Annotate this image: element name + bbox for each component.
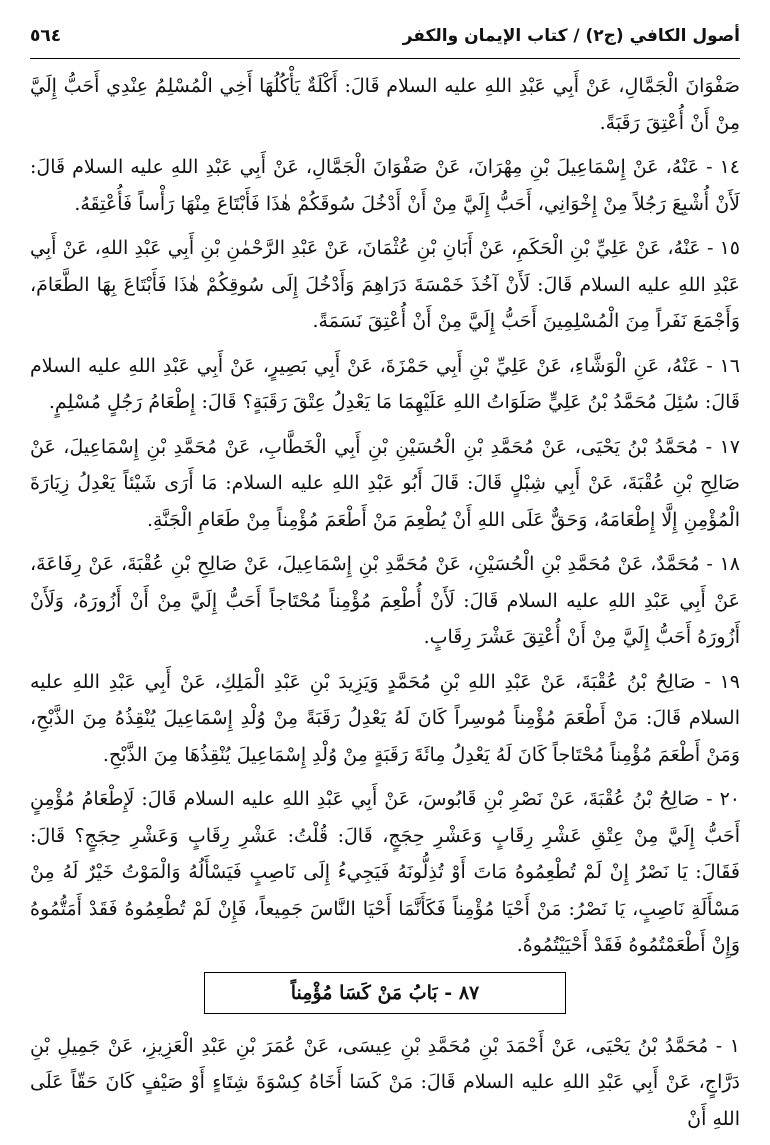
hadith-16: ١٦ - عَنْهُ، عَنِ الْوَشَّاءِ، عَنْ عَلِيِّ بْنِ أَبِي حَمْزَةَ، عَنْ أَبِي بَصِيرٍ، عَنْ أَبِي عَبْدِ اللهِ عليه السلام قَالَ: سُئِلَ مُحَمَّدُ بْنُ عَلِيٍّ صَلَوَاتُ اللهِ عَلَيْهِمَا مَا يَعْدِلُ عِتْقَ رَقَبَةٍ؟ قَالَ: إِطْعَامُ رَجُلٍ مُسْلِمٍ. <box>30 354 740 413</box>
hadith-17: ١٧ - مُحَمَّدُ بْنُ يَحْيَى، عَنْ مُحَمَّدِ بْنِ الْحُسَيْنِ بْنِ أَبِي الْخَطَّابِ، عَنْ مُحَمَّدِ بْنِ إِسْمَاعِيلَ، عَنْ صَالِحِ بْنِ عُقْبَةَ، عَنْ أَبِي شِبْلٍ قَالَ: قَالَ أَبُو عَبْدِ اللهِ عليه السلام: مَا أَرَى شَيْئاً يَعْدِلُ زِيَارَةَ الْمُؤْمِنِ إِلَّا إِطْعَامَهُ، وَحَقٌّ عَلَى اللهِ أَنْ يُطْعِمَ مَنْ أَطْعَمَ مُؤْمِناً مِنْ طَعَامِ الْجَنَّةِ. <box>30 435 740 531</box>
chapter-title: ٨٧ - بَابُ مَنْ كَسَا مُؤْمِناً <box>290 981 480 1004</box>
hadith-14: ١٤ - عَنْهُ، عَنْ إِسْمَاعِيلَ بْنِ مِهْرَانَ، عَنْ صَفْوَانَ الْجَمَّالِ، عَنْ أَبِي عَبْدِ اللهِ عليه السلام قَالَ: لَأَنْ أُشْبِعَ رَجُلاً مِنْ إِخْوَانِي، أَحَبُّ إِلَيَّ مِنْ أَنْ أَدْخُلَ سُوقَكُمْ هٰذَا فَأَبْتَاعَ مِنْهَا رَأْساً فَأُعْتِقَهُ. <box>30 156 740 215</box>
main-text <box>30 68 740 1145</box>
chapter-heading-box <box>204 972 566 1014</box>
hadith-19: ١٩ - صَالِحُ بْنُ عُقْبَةَ، عَنْ عَبْدِ اللهِ بْنِ مُحَمَّدٍ وَيَزِيدَ بْنِ عَبْدِ الْمَلِكِ، عَنْ أَبِي عَبْدِ اللهِ عليه السلام قَالَ: مَنْ أَطْعَمَ مُؤْمِناً مُوسِراً كَانَ لَهُ يَعْدِلُ رَقَبَةً مِنْ وُلْدِ إِسْمَاعِيلَ يُنْقِذُهُ مِنَ الذَّبْحِ، وَمَنْ أَطْعَمَ مُؤْمِناً مُحْتَاجاً كَانَ لَهُ يَعْدِلُ مِائَةَ رَقَبَةٍ مِنْ وُلْدِ إِسْمَاعِيلَ يُنْقِذُهَا مِنَ الذَّبْحِ. <box>30 670 740 766</box>
header-divider <box>30 58 740 59</box>
page-header <box>30 18 740 54</box>
page-number: ٥٦٤ <box>30 26 62 46</box>
hadith-15: ١٥ - عَنْهُ، عَنْ عَلِيِّ بْنِ الْحَكَمِ، عَنْ أَبَانِ بْنِ عُثْمَانَ، عَنْ عَبْدِ الرَّحْمٰنِ بْنِ أَبِي عَبْدِ اللهِ، عَنْ أَبِي عَبْدِ اللهِ عليه السلام قَالَ: لَأَنْ آخُذَ خَمْسَةَ دَرَاهِمَ وَأَدْخُلَ إِلَى سُوقِكُمْ هٰذَا فَأَبْتَاعَ بِهَا الطَّعَامَ، وَأَجْمَعَ نَفَراً مِنَ الْمُسْلِمِينَ أَحَبُّ إِلَيَّ مِنْ أَنْ أُعْتِقَ نَسَمَةً. <box>30 237 740 332</box>
chapter-hadith-1: ١ - مُحَمَّدُ بْنُ يَحْيَى، عَنْ أَحْمَدَ بْنِ مُحَمَّدِ بْنِ عِيسَى، عَنْ عُمَرَ بْنِ عَبْدِ الْعَزِيزِ، عَنْ جَمِيلِ بْنِ دَرَّاجٍ، عَنْ أَبِي عَبْدِ اللهِ عليه السلام قَالَ: مَنْ كَسَا أَخَاهُ كِسْوَةَ شِتَاءٍ أَوْ صَيْفٍ كَانَ حَقّاً عَلَى اللهِ أَنْ <box>30 1034 740 1130</box>
running-title: أصول الكافي (ج٢) / كتاب الإيمان والكفر <box>402 26 740 46</box>
hadith-20: ٢٠ - صَالِحُ بْنُ عُقْبَةَ، عَنْ نَصْرِ بْنِ قَابُوسَ، عَنْ أَبِي عَبْدِ اللهِ عليه السلام قَالَ: لَإِطْعَامُ مُؤْمِنٍ أَحَبُّ إِلَيَّ مِنْ عِتْقِ عَشْرِ رِقَابٍ وَعَشْرِ حِجَجٍ، قَالَ: قُلْتُ: عَشْرِ رِقَابٍ وَعَشْرِ حِجَجٍ؟ قَالَ: فَقَالَ: يَا نَصْرُ إِنْ لَمْ تُطْعِمُوهُ مَاتَ أَوْ تُذِلُّونَهُ فَيَجِيءُ إِلَى نَاصِبٍ فَيَسْأَلُهُ وَالْمَوْتُ خَيْرٌ لَهُ مِنْ مَسْأَلَةِ نَاصِبٍ، يَا نَصْرُ: مَنْ أَحْيَا مُؤْمِناً فَكَأَنَّمَا أَحْيَا النَّاسَ جَمِيعاً، فَإِنْ لَمْ تُطْعِمُوهُ فَقَدْ أَمَتُّمُوهُ وَإِنْ أَطْعَمْتُمُوهُ فَقَدْ أَحْيَيْتُمُوهُ. <box>30 788 740 956</box>
hadith-18: ١٨ - مُحَمَّدٌ، عَنْ مُحَمَّدِ بْنِ الْحُسَيْنِ، عَنْ مُحَمَّدِ بْنِ إِسْمَاعِيلَ، عَنْ صَالِحِ بْنِ عُقْبَةَ، عَنْ رِفَاعَةَ، عَنْ أَبِي عَبْدِ اللهِ عليه السلام قَالَ: لَأَنْ أُطْعِمَ مُؤْمِناً مُحْتَاجاً أَحَبُّ إِلَيَّ مِنْ أَنْ أَزُورَهُ، وَلَأَنْ أَزُورَهُ أَحَبُّ إِلَيَّ مِنْ أَنْ أُعْتِقَ عَشْرَ رِقَابٍ. <box>30 553 740 648</box>
hadith-13-continuation: صَفْوَانَ الْجَمَّالِ، عَنْ أَبِي عَبْدِ اللهِ عليه السلام قَالَ: أَكْلَةٌ يَأْكُلُهَا أَخِي الْمُسْلِمُ عِنْدِي أَحَبُّ إِلَيَّ مِنْ أَنْ أُعْتِقَ رَقَبَةً. <box>30 75 740 134</box>
